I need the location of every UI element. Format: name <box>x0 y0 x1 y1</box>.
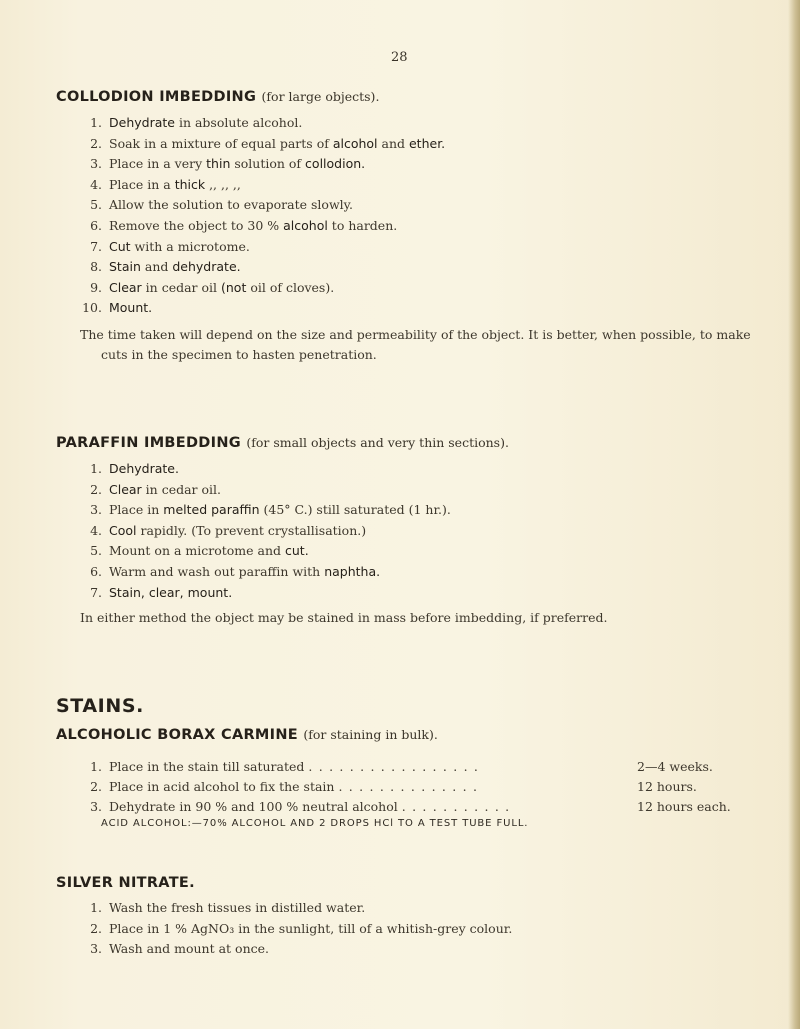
step-text: Soak in a mixture of equal parts of <box>109 135 333 151</box>
silver-steps <box>80 898 512 960</box>
paraffin-heading <box>56 435 509 451</box>
step-number: 1. <box>90 900 102 915</box>
step-text: and <box>140 259 173 275</box>
step-number: 3. <box>90 156 102 172</box>
acid-alcohol-note: ACID ALCOHOL:—70% ALCOHOL AND 2 DROPS HCl TO A TEST TUBE FULL. <box>101 818 529 829</box>
bold-term: Dehydrate. <box>109 461 179 476</box>
bold-term: ether. <box>408 135 446 151</box>
dot-leader: . . . . . . . . . . . <box>401 799 511 814</box>
step-number: 3. <box>90 799 102 814</box>
collodion-step <box>80 134 445 155</box>
bold-term: dehydrate. <box>172 259 241 275</box>
paraffin-step <box>80 500 451 521</box>
step-text: ,, ,, ,, <box>205 176 241 192</box>
step-text: oil of cloves). <box>246 279 335 295</box>
step-number: 10. <box>82 300 102 316</box>
step-number: 3. <box>90 502 102 518</box>
step-text: Place in 1 % AgNO₃ in the sunlight, till of a whitish-grey colour. <box>109 920 513 936</box>
step-text: and <box>377 135 409 151</box>
stains-title: STAINS. <box>56 695 144 717</box>
paraffin-step <box>80 562 451 583</box>
paraffin-step <box>80 459 451 480</box>
silver-step <box>80 898 512 919</box>
collodion-step <box>80 113 445 134</box>
step-text: with a microtome. <box>130 238 250 254</box>
step-number: 4. <box>90 522 102 538</box>
step-text: Warm and wash out paraffin with <box>109 563 325 579</box>
bold-term: alcohol <box>283 217 328 233</box>
bold-term: melted paraffin <box>163 502 260 518</box>
step-number: 6. <box>90 217 102 233</box>
step-number: 2. <box>90 779 102 794</box>
bold-term: Clear <box>109 279 142 295</box>
step-number: 7. <box>90 238 102 254</box>
step-text: Dehydrate in 90 % and 100 % neutral alcohol <box>109 799 402 814</box>
step-text: Place in a very <box>109 156 207 172</box>
step-text: Mount on a microtome and <box>109 543 286 559</box>
collodion-title: COLLODION IMBEDDING <box>56 89 257 105</box>
step-text: Wash the fresh tissues in distilled water. <box>109 900 366 915</box>
silver-step <box>80 939 512 960</box>
step-text: to harden. <box>327 217 398 233</box>
step-number: 6. <box>90 563 102 579</box>
page-number: 28 <box>391 50 408 65</box>
bold-term: Cool <box>109 522 137 538</box>
step-text: Remove the object to 30 % <box>109 217 284 233</box>
carmine-steps <box>80 757 731 823</box>
paraffin-note: (for small objects and very thin sections). <box>246 435 509 450</box>
step-text: solution of <box>230 156 306 172</box>
collodion-step <box>80 237 445 258</box>
collodion-step <box>80 175 445 196</box>
collodion-note: (for large objects). <box>261 89 380 104</box>
carmine-title: ALCOHOLIC BORAX CARMINE <box>56 727 299 743</box>
collodion-step <box>80 154 445 175</box>
step-text: Allow the solution to evaporate slowly. <box>109 197 354 213</box>
bold-term: collodion. <box>305 156 366 172</box>
bold-term: thin <box>206 156 231 172</box>
bold-term: Stain <box>109 259 141 275</box>
step-duration: 12 hours each. <box>637 799 731 814</box>
collodion-step <box>80 257 445 278</box>
step-text: Place in a <box>109 176 175 192</box>
carmine-step <box>80 797 731 817</box>
step-text: Place in acid alcohol to fix the stain <box>109 779 339 794</box>
step-duration: 12 hours. <box>637 779 697 794</box>
step-duration: 2—4 weeks. <box>637 759 713 774</box>
step-number: 3. <box>90 941 102 957</box>
step-number: 2. <box>90 481 102 497</box>
paraffin-step <box>80 583 451 604</box>
collodion-heading <box>56 89 379 105</box>
carmine-note: (for staining in bulk). <box>303 727 438 742</box>
collodion-step <box>80 216 445 237</box>
page-edge <box>788 0 800 1029</box>
step-number: 2. <box>90 920 102 936</box>
step-text: Place in <box>109 502 164 518</box>
step-number: 5. <box>90 197 102 213</box>
bold-term: Dehydrate <box>109 115 175 130</box>
dot-leader: . . . . . . . . . . . . . . . . . <box>308 759 480 774</box>
step-text: in cedar oil. <box>141 481 221 497</box>
collodion-step <box>80 195 445 216</box>
carmine-step <box>80 757 720 777</box>
step-text: in cedar oil <box>141 279 221 295</box>
bold-term: alcohol <box>332 135 378 151</box>
collodion-steps <box>80 113 445 319</box>
step-text: Wash and mount at once. <box>109 941 270 957</box>
step-text: Place in the stain till saturated <box>109 759 309 774</box>
bold-term: Mount. <box>109 300 153 316</box>
carmine-heading <box>56 727 438 743</box>
silver-title: SILVER NITRATE. <box>56 875 195 891</box>
paraffin-steps <box>80 459 451 603</box>
paraffin-step <box>80 541 451 562</box>
step-text: in absolute alcohol. <box>174 115 303 130</box>
bold-term: naphtha. <box>324 563 381 579</box>
collodion-paragraph-line2: cuts in the specimen to hasten penetration. <box>101 347 377 362</box>
dot-leader: . . . . . . . . . . . . . . <box>338 779 479 794</box>
collodion-step <box>80 278 445 299</box>
step-text: rapidly. (To prevent crystallisation.) <box>136 522 367 538</box>
step-number: 4. <box>90 176 102 192</box>
bold-term: thick <box>174 176 206 192</box>
step-text: (45° C.) still saturated (1 hr.). <box>259 502 451 518</box>
bold-term: cut. <box>285 543 309 559</box>
step-number: 1. <box>90 115 102 130</box>
step-number: 8. <box>90 259 102 275</box>
step-number: 1. <box>90 759 102 774</box>
paraffin-title: PARAFFIN IMBEDDING <box>56 435 241 451</box>
bold-term: Clear <box>109 481 142 497</box>
bold-term: (not <box>221 279 247 295</box>
bold-term: Cut <box>109 238 131 254</box>
paraffin-step <box>80 480 451 501</box>
step-number: 2. <box>90 135 102 151</box>
collodion-paragraph-line1: The time taken will depend on the size and permeability of the object. It is better, when possible, to make <box>80 327 751 342</box>
collodion-step <box>80 298 445 319</box>
paraffin-paragraph: In either method the object may be stained in mass before imbedding, if preferred. <box>80 610 608 625</box>
step-number: 7. <box>90 584 102 600</box>
step-number: 5. <box>90 543 102 559</box>
paraffin-step <box>80 521 451 542</box>
silver-step <box>80 919 512 940</box>
carmine-step <box>80 777 720 797</box>
step-number: 9. <box>90 279 102 295</box>
step-number: 1. <box>90 461 102 476</box>
bold-term: Stain, clear, mount. <box>109 584 233 600</box>
